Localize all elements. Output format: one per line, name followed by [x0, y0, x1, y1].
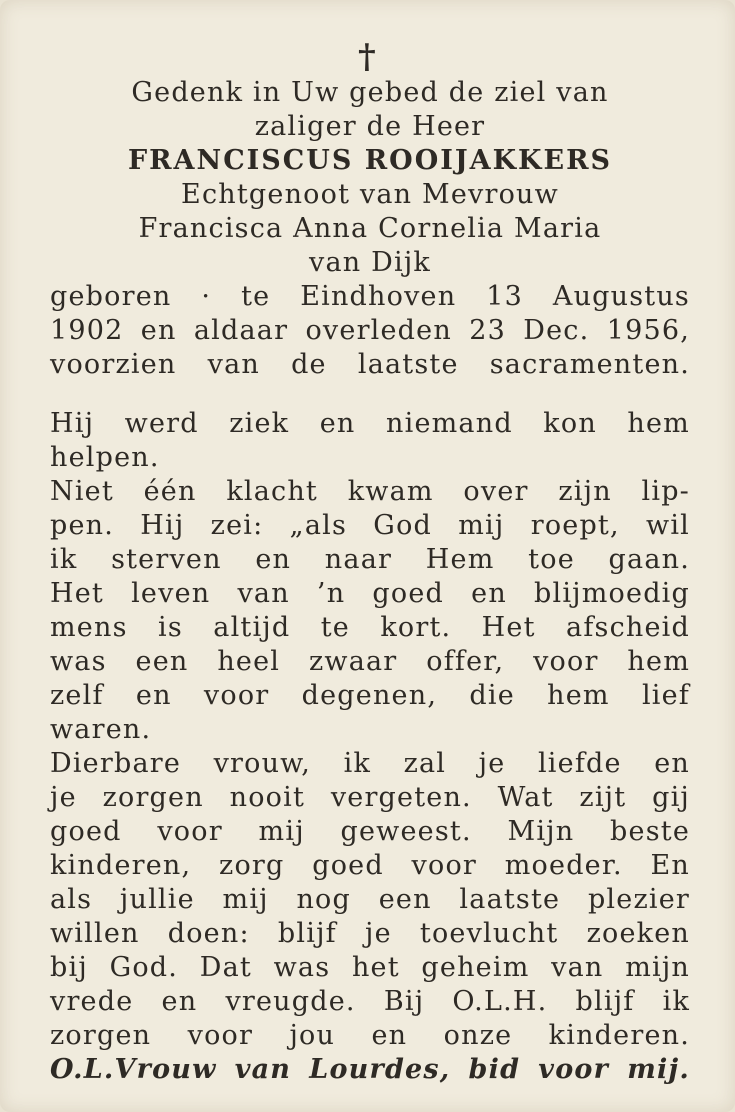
closing-prayer: O.L.Vrouw van Lourdes, bid voor mij. — [50, 1054, 690, 1085]
body-line: ik sterven en naar Hem toe gaan. — [50, 544, 690, 575]
body-line: zorgen voor jou en onze kinderen. — [50, 1020, 690, 1051]
birth-line-1: geboren · te Eindhoven 13 Augustus — [50, 281, 690, 312]
body-line: zelf en voor degenen, die hem lief — [50, 680, 690, 711]
header-line-4: Echtgenoot van Mevrouw — [181, 179, 559, 210]
birth-line-2: 1902 en aldaar overleden 23 Dec. 1956, — [50, 315, 690, 346]
body-line: waren. — [50, 714, 152, 745]
body-line: vrede en vreugde. Bij O.L.H. blijf ik — [50, 986, 690, 1017]
body-line: bij God. Dat was het geheim van mijn — [50, 952, 690, 983]
header-line-2: zaliger de Heer — [254, 111, 486, 142]
body-line: willen doen: blijf je toevlucht zoeken — [50, 918, 690, 949]
spouse-name: Francisca Anna Cornelia Maria — [138, 213, 602, 244]
body-line: helpen. — [50, 442, 160, 473]
body-line: Dierbare vrouw, ik zal je liefde en — [50, 748, 690, 779]
body-line: als jullie mij nog een laatste plezier — [50, 884, 690, 915]
body-line: je zorgen nooit vergeten. Wat zijt gij — [50, 782, 690, 813]
body-line: Niet één klacht kwam over zijn lip- — [50, 476, 690, 507]
body-line: was een heel zwaar offer, voor hem — [50, 646, 690, 677]
body-line: kinderen, zorg goed voor moeder. En — [50, 850, 690, 881]
header-line-1: Gedenk in Uw gebed de ziel van — [131, 77, 609, 108]
spouse-surname: van Dijk — [309, 247, 431, 278]
birth-line-3: voorzien van de laatste sacramenten. — [50, 349, 690, 380]
birth-death-block — [50, 280, 690, 382]
deceased-name: FRANCISCUS ROOIJAKKERS — [127, 145, 613, 176]
cross-icon: † — [358, 37, 377, 77]
body-line: Het leven van ’n goed en blijmoedig — [50, 578, 690, 609]
card-header — [50, 76, 690, 280]
body-line: goed voor mij geweest. Mijn beste — [50, 816, 690, 847]
body-line: Hij werd ziek en niemand kon hem — [50, 408, 690, 439]
body-text — [50, 407, 690, 1053]
body-line: mens is altijd te kort. Het afscheid — [50, 612, 690, 643]
body-line: pen. Hij zei: „als God mij roept, wil — [50, 510, 690, 541]
